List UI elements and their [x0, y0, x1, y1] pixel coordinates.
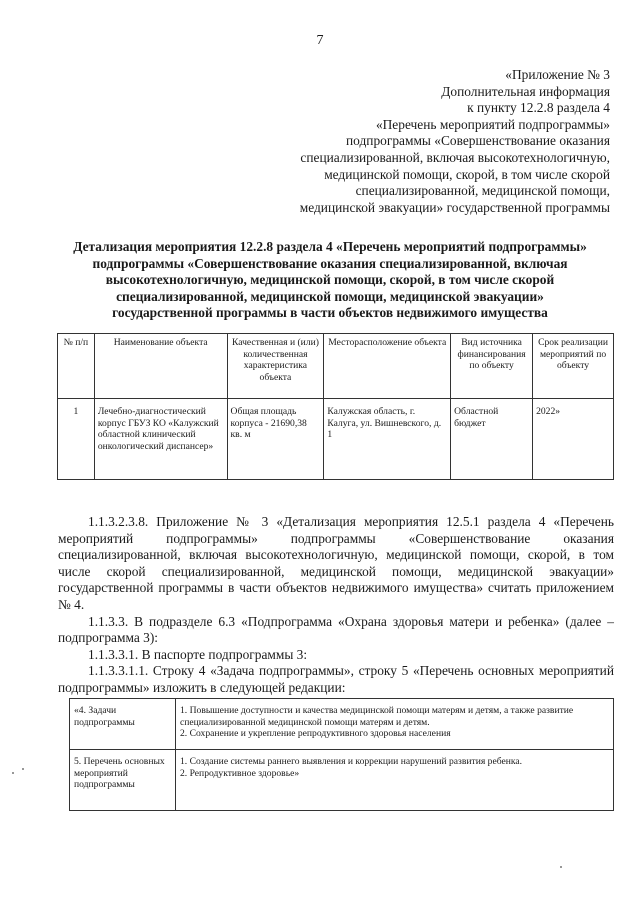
- header-cell-name: Наименование объекта: [94, 334, 227, 399]
- passport-table: [69, 698, 614, 811]
- list-item: 2. Репродуктивное здоровье»: [180, 767, 300, 779]
- title-line: подпрограммы «Совершенствование оказания специализированной, включая: [92, 255, 568, 271]
- header-line: «Перечень мероприятий подпрограммы»: [375, 116, 610, 132]
- body-text: [58, 514, 614, 697]
- list-item: 1. Создание системы раннего выявления и коррекции нарушений развития ребенка.: [180, 756, 523, 767]
- cell-num: 1: [58, 399, 95, 480]
- header-cell-num: № п/п: [58, 334, 95, 399]
- row-label: «4. Задачи подпрограммы: [70, 699, 176, 750]
- table-row: [58, 399, 614, 480]
- objects-table: [57, 333, 614, 480]
- paragraph: 1.1.3.3.1.1. Строку 4 «Задача подпрограммы», строку 5 «Перечень основных мероприятий подпрограммы» изложить в следующей редакции:: [58, 663, 614, 695]
- header-line: к пункту 12.2.8 раздела 4: [467, 100, 610, 116]
- title-line: специализированной, медицинской помощи, медицинской эвакуации»: [116, 288, 544, 304]
- table-row: [70, 699, 614, 750]
- paragraph: 1.1.3.2.3.8. Приложение № 3 «Детализация мероприятия 12.5.1 раздела 4 «Перечень мероприятий подпрограммы» подпрограммы «Совершенствование оказания специализированной, включая высокотехнологичную, медицинской помощи, скорой, в том числе скорой специализированной, медицинской помощи, медицинской эвакуации» государственной программы в части объектов недвижимого имущества» считать приложением № 4.: [58, 514, 614, 612]
- page-number: 7: [316, 33, 324, 48]
- header-line: Дополнительная информация: [441, 83, 610, 99]
- scan-speck: [22, 768, 24, 770]
- title-line: государственной программы в части объектов недвижимого имущества: [112, 305, 548, 321]
- scan-speck: [12, 772, 14, 774]
- title-line: высокотехнологичную, медицинской помощи, скорой, в том числе скорой: [105, 272, 555, 288]
- cell-characteristic: Общая площадь корпуса - 21690,38 кв. м: [227, 399, 324, 480]
- paragraph: 1.1.3.3. В подразделе 6.3 «Подпрограмма «Охрана здоровья матери и ребенка» (далее – подпрограмма 3):: [58, 613, 614, 646]
- cell-term: 2022»: [533, 399, 614, 480]
- appendix-header: [300, 67, 610, 216]
- header-line: медицинской помощи, скорой, в том числе скорой: [324, 166, 610, 182]
- list-item: 1. Повышение доступности и качества медицинской помощи матерям и детям, а также развитие специализированной медицинской помощи матерям и детям.: [180, 705, 574, 728]
- table-header-row: [58, 334, 614, 399]
- cell-source: Областной бюджет: [451, 399, 533, 480]
- table-row: [70, 750, 614, 811]
- header-line: «Приложение № 3: [505, 67, 610, 82]
- cell-location: Калужская область, г. Калуга, ул. Вишневского, д. 1: [324, 399, 451, 480]
- header-cell-term: Срок реализации мероприятий по объекту: [533, 334, 614, 399]
- header-line: специализированной, включая высокотехнологичную,: [300, 149, 610, 165]
- title-line: Детализация мероприятия 12.2.8 раздела 4 «Перечень мероприятий подпрограммы»: [73, 239, 587, 254]
- list-item: 2. Сохранение и укрепление репродуктивного здоровья населения: [180, 728, 451, 740]
- cell-name: Лечебно-диагностический корпус ГБУЗ КО «Калужский областной клинический онкологический диспансер»: [94, 399, 227, 480]
- row-label: 5. Перечень основных мероприятий подпрограммы: [70, 750, 176, 811]
- header-cell-source: Вид источника финансирования по объекту: [451, 334, 533, 399]
- row-content: [176, 699, 614, 750]
- scan-speck: [560, 866, 562, 868]
- header-cell-location: Месторасположение объекта: [324, 334, 451, 399]
- row-content: [176, 750, 614, 811]
- header-cell-characteristic: Качественная и (или) количественная характеристика объекта: [227, 334, 324, 399]
- header-line: медицинской эвакуации» государственной программы: [299, 199, 610, 215]
- document-title: [40, 239, 620, 322]
- paragraph: 1.1.3.3.1. В паспорте подпрограммы 3:: [88, 646, 308, 662]
- header-line: подпрограммы «Совершенствование оказания: [346, 133, 610, 149]
- header-line: специализированной, медицинской помощи,: [355, 183, 610, 199]
